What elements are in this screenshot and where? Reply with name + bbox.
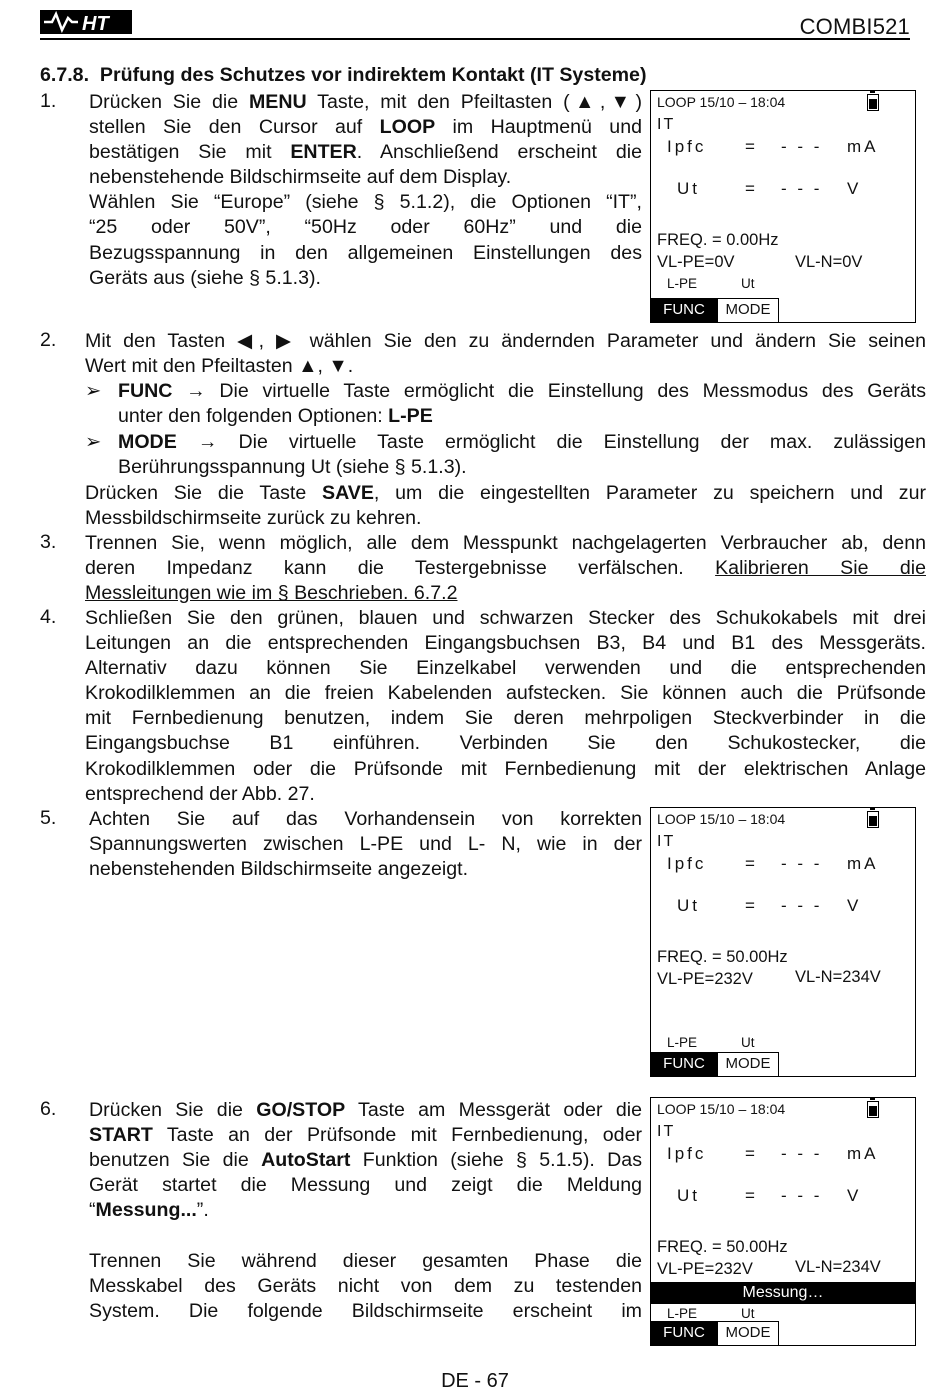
section-number: 6.7.8. [40,64,90,86]
ipfc-unit: mA [847,137,879,156]
ipfc-label: Ipfc [667,854,707,873]
ut-unit: V [847,1186,862,1205]
step-5-text: Achten Sie auf das Vorhandensein von korrekten Spannungswerten zwischen L-PE und L- N, wie in der nebenstehenden Bildschirmseite angezeigt. [89,808,642,881]
vln-readout: VL-N=0V [795,253,863,271]
func-softkey[interactable]: FUNC [651,1321,717,1345]
ut-equals: = [745,1186,758,1205]
save-instruction: Drücken Sie die Taste SAVE, um die eingestellten Parameter zu speichern und zur Messbildschirmseite zurück zu kehren. [85,482,926,530]
bullet-func: FUNC → Die virtuelle Taste ermöglicht die Einstellung des Messmodus des Geräts unter den folgenden Optionen: L-PE [118,380,926,428]
vlpe-readout: VL-PE=0V [657,253,735,271]
frequency-readout: FREQ. = 0.00Hz [657,231,779,249]
instrument-display-3 [650,1097,916,1346]
ut-unit: V [847,896,862,915]
mode-softkey[interactable]: MODE [717,298,779,322]
vlpe-readout: VL-PE=232V [657,970,753,988]
ipfc-label: Ipfc [667,1144,707,1163]
system-mode-label: IT [657,1123,676,1140]
step-number: 4. [40,606,57,628]
vln-readout: VL-N=234V [795,968,881,986]
func-softkey[interactable]: FUNC [651,1052,717,1076]
battery-icon [867,1101,879,1118]
mode-sub-label: Ut [741,1306,755,1321]
step-6-warning: Trennen Sie während dieser gesamten Phase die Messkabel des Geräts nicht von dem zu testenden System. Die folgende Bildschirmseite erscheint im [89,1250,642,1323]
ut-label: Ut [677,179,700,198]
measuring-message: Messung… [651,1282,915,1304]
vln-readout: VL-N=234V [795,1258,881,1276]
mode-softkey[interactable]: MODE [717,1321,779,1345]
step-6-text: Drücken Sie die GO/STOP Taste am Messgerät oder die START Taste an der Prüfsonde mit Fernbedienung, oder benutzen Sie die AutoStart Funktion (siehe § 5.1.5). Das Gerät startet die Messung und zeigt die Meldung “Messung...”. [89,1099,642,1222]
func-sub-label: L-PE [667,276,698,291]
vlpe-readout: VL-PE=232V [657,1260,753,1278]
step-number: 6. [40,1098,57,1120]
model-name: COMBI521 [799,14,910,39]
step-2-text: Mit den Tasten ◀, ▶ wählen Sie den zu ändernden Parameter und ändern Sie seinen Wert mit den Pfeiltasten ▲, ▼. [85,330,926,378]
bullet-arrow-icon: ➢ [85,380,102,402]
section-heading [40,64,646,87]
step-1-text: Drücken Sie die MENU Taste, mit den Pfeiltasten (▲,▼) stellen Sie den Cursor auf LOOP im Hauptmenü und bestätigen Sie mit ENTER. Anschließend erscheint die nebenstehende Bildschirmseite auf dem Display. Wählen Sie “Europe” (siehe § 5.1.2), die Optionen “IT”, “25 oder 50V”, “50Hz oder 60Hz” und die Bezugsspannung in den allgemeinen Einstellungen des Geräts aus (siehe § 5.1.3). [89,91,642,289]
ut-label: Ut [677,1186,700,1205]
ut-label: Ut [677,896,700,915]
func-sub-label: L-PE [667,1306,698,1321]
bullet-mode: MODE → Die virtuelle Taste ermöglicht die Einstellung der max. zulässigen Berührungsspannung Ut (siehe § 5.1.3). [118,431,926,479]
instrument-display-2 [650,807,916,1077]
ipfc-equals: = [745,854,758,873]
instrument-display-1 [650,90,916,323]
section-title: Prüfung des Schutzes vor indirektem Kontakt (IT Systeme) [99,64,647,86]
ht-logo [40,8,132,36]
svg-text:HT: HT [82,13,109,35]
system-mode-label: IT [657,833,676,850]
step-number: 1. [40,90,57,112]
ipfc-label: Ipfc [667,137,707,156]
ut-unit: V [847,179,862,198]
ipfc-equals: = [745,137,758,156]
ipfc-value: - - - [781,1144,823,1163]
func-softkey[interactable]: FUNC [651,298,717,322]
ipfc-unit: mA [847,854,879,873]
step-number: 2. [40,329,57,351]
ut-equals: = [745,896,758,915]
display-header: LOOP 15/10 – 18:04 [657,94,786,110]
ipfc-value: - - - [781,137,823,156]
ut-value: - - - [781,1186,823,1205]
ipfc-unit: mA [847,1144,879,1163]
mode-softkey[interactable]: MODE [717,1052,779,1076]
system-mode-label: IT [657,116,676,133]
step-3-text: Trennen Sie, wenn möglich, alle dem Messpunkt nachgelagerten Verbraucher ab, denn deren Impedanz kann die Testergebnisse verfälschen. Kalibrieren Sie die Messleitungen wie im § Beschrieben. 6.7.2 [85,532,926,605]
frequency-readout: FREQ. = 50.00Hz [657,1238,788,1256]
func-sub-label: L-PE [667,1035,698,1050]
step-4-text: Schließen Sie den grünen, blauen und schwarzen Stecker des Schukokabels mit drei Leitungen an die entsprechenden Eingangsbuchsen B3, B4 und B1 des Messgeräts. Alternativ dazu können Sie Einzelkabel verwenden und die entsprechenden Krokodilklemmen an die freien Kabelenden aufstecken. Sie können auch die Prüfsonde mit Fernbedienung benutzen, indem Sie deren mehrpoligen Steckverbinder in die Eingangsbuchse B1 einführen. Verbinden Sie den Schukostecker, die Krokodilklemmen oder die Prüfsonde mit Fernbedienung mit der elektrischen Anlage entsprechend der Abb. 27. [85,607,926,805]
frequency-readout: FREQ. = 50.00Hz [657,948,788,966]
display-header: LOOP 15/10 – 18:04 [657,811,786,827]
page-number: DE - 67 [441,1370,509,1392]
mode-sub-label: Ut [741,1035,755,1050]
header-rule [40,38,910,40]
mode-sub-label: Ut [741,276,755,291]
ut-value: - - - [781,896,823,915]
step-number: 5. [40,807,57,829]
ipfc-equals: = [745,1144,758,1163]
battery-icon [867,94,879,111]
ut-equals: = [745,179,758,198]
ipfc-value: - - - [781,854,823,873]
ut-value: - - - [781,179,823,198]
display-header: LOOP 15/10 – 18:04 [657,1101,786,1117]
step-number: 3. [40,531,57,553]
bullet-arrow-icon: ➢ [85,431,102,453]
battery-icon [867,811,879,828]
